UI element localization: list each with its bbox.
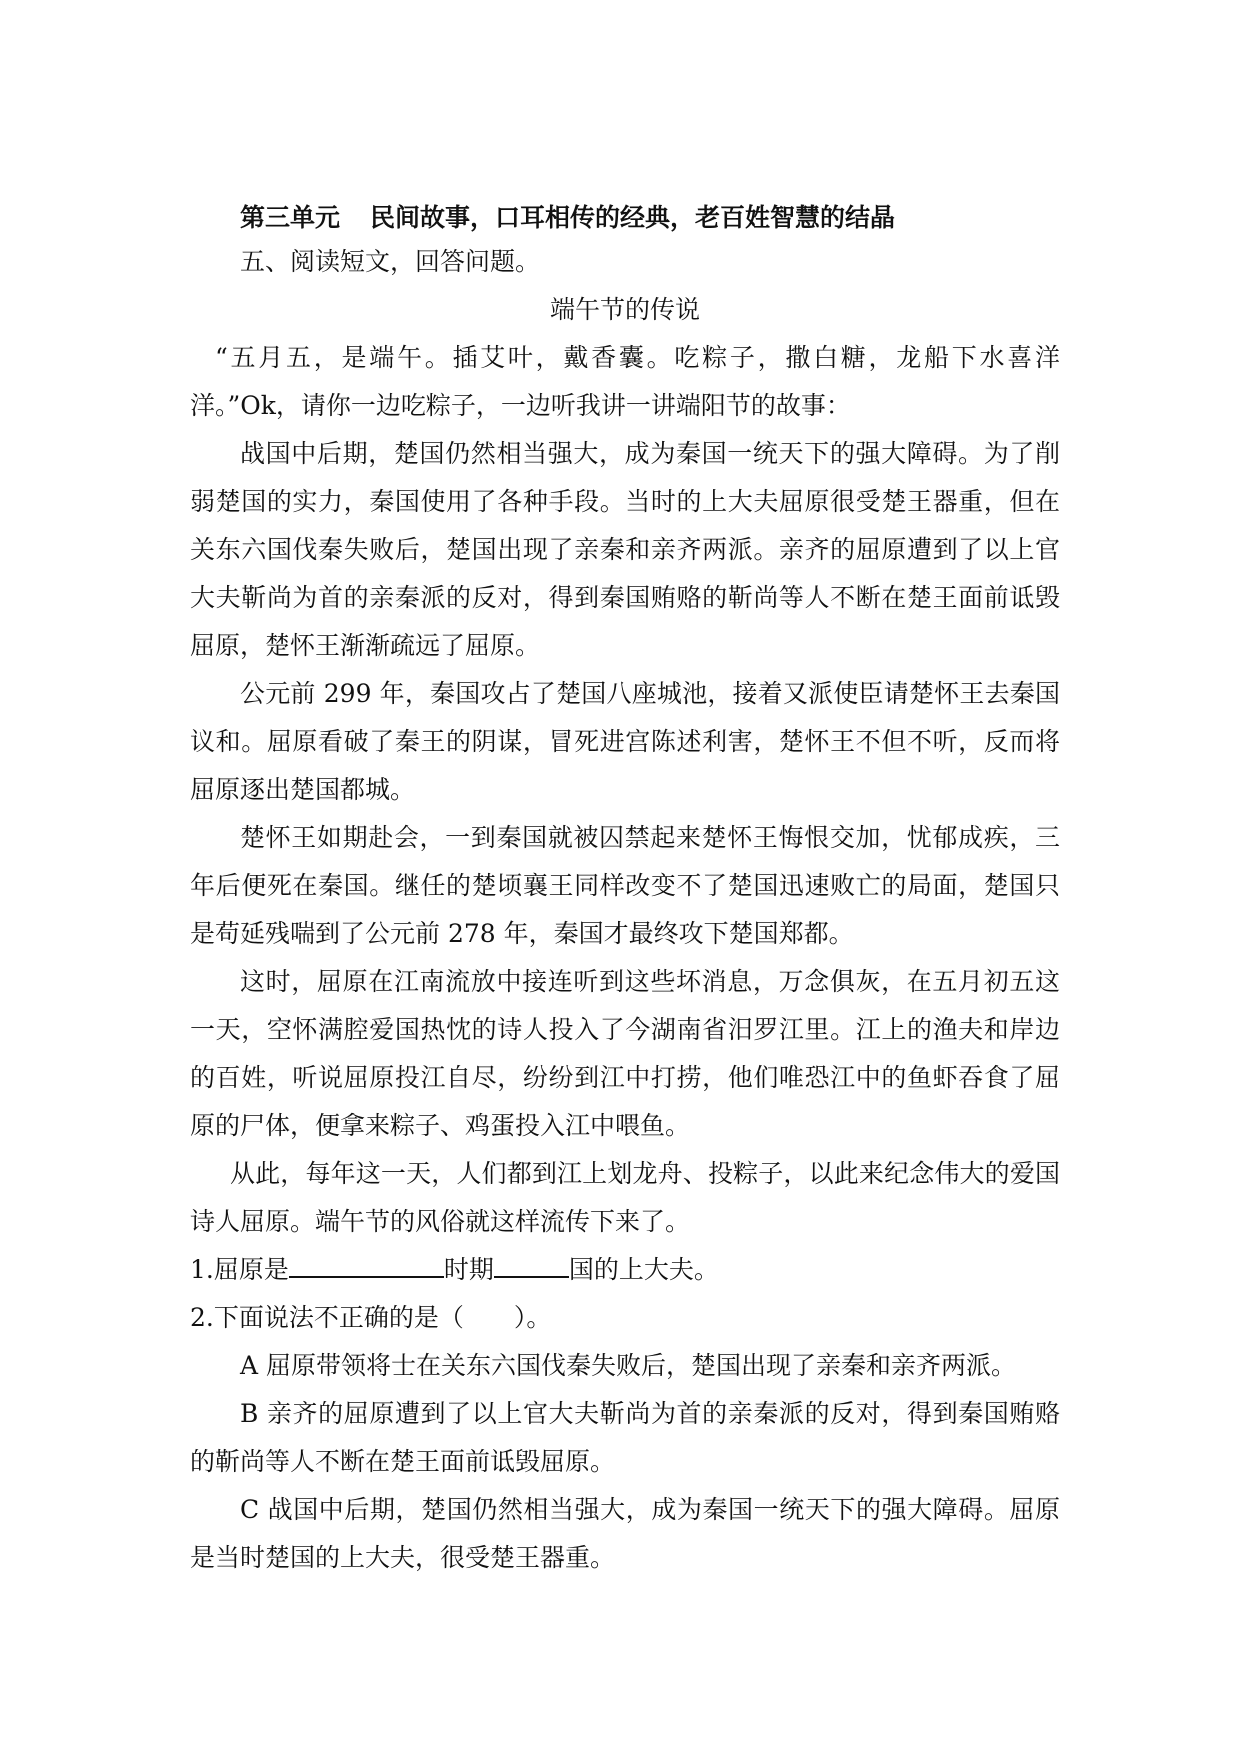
story-paragraph-1: “五月五，是端午。插艾叶，戴香囊。吃粽子，撒白糖，龙船下水喜洋洋。”Ok，请你一边吃粽子，一边听我讲一讲端阳节的故事： — [190, 343, 1060, 420]
section-instruction: 五、阅读短文，回答问题。 — [240, 247, 541, 276]
unit-number: 第三单元 — [240, 203, 341, 232]
story-paragraph-2: 战国中后期，楚国仍然相当强大，成为秦国一统天下的强大障碍。为了削弱楚国的实力，秦国使用了各种手段。当时的上大夫屈原很受楚王器重，但在关东六国伐秦失败后，楚国出现了亲秦和亲齐两派。亲齐的屈原遭到了以上官大夫靳尚为首的亲秦派的反对，得到秦国贿赂的靳尚等人不断在楚王面前诋毁屈原，楚怀王渐渐疏远了屈原。 — [190, 439, 1060, 660]
question-1-suffix: 国的上大夫。 — [568, 1255, 719, 1284]
answer-blank-period[interactable] — [289, 1250, 444, 1278]
unit-title — [240, 194, 1080, 242]
question-2-option-c: C 战国中后期，楚国仍然相当强大，成为秦国一统天下的强大障碍。屈原是当时楚国的上大夫，很受楚王器重。 — [190, 1495, 1060, 1572]
question-1-prefix: 1.屈原是 — [190, 1255, 289, 1284]
unit-theme: 民间故事，口耳相传的经典，老百姓智慧的结晶 — [370, 203, 896, 232]
question-2-stem: 2.下面说法不正确的是（ ）。 — [190, 1303, 552, 1332]
question-1-middle: 时期 — [443, 1255, 494, 1284]
question-1 — [190, 1246, 1060, 1294]
story-paragraph-5: 这时，屈原在江南流放中接连听到这些坏消息，万念俱灰，在五月初五这一天，空怀满腔爱国热忱的诗人投入了今湖南省汨罗江里。江上的渔夫和岸边的百姓，听说屈原投江自尽，纷纷到江中打捞，他们唯恐江中的鱼虾吞食了屈原的尸体，便拿来粽子、鸡蛋投入江中喂鱼。 — [190, 967, 1060, 1140]
question-2-option-a: A 屈原带领将士在关东六国伐秦失败后，楚国出现了亲秦和亲齐两派。 — [240, 1351, 1017, 1380]
story-paragraph-3: 公元前 299 年，秦国攻占了楚国八座城池，接着又派使臣请楚怀王去秦国议和。屈原看破了秦王的阴谋，冒死进宫陈述利害，楚怀王不但不听，反而将屈原逐出楚国都城。 — [190, 679, 1060, 804]
answer-blank-state[interactable] — [494, 1250, 569, 1278]
story-paragraph-4: 楚怀王如期赴会，一到秦国就被囚禁起来楚怀王悔恨交加，忧郁成疾，三年后便死在秦国。继任的楚顷襄王同样改变不了楚国迅速败亡的局面，楚国只是苟延残喘到了公元前 278 年，秦国才最终攻下楚国郑都。 — [190, 823, 1060, 948]
question-2-option-b: B 亲齐的屈原遭到了以上官大夫靳尚为首的亲秦派的反对，得到秦国贿赂的靳尚等人不断在楚王面前诋毁屈原。 — [190, 1399, 1060, 1476]
story-title: 端午节的传说 — [549, 295, 700, 324]
story-paragraph-6: 从此，每年这一天，人们都到江上划龙舟、投粽子，以此来纪念伟大的爱国诗人屈原。端午节的风俗就这样流传下来了。 — [190, 1159, 1060, 1236]
